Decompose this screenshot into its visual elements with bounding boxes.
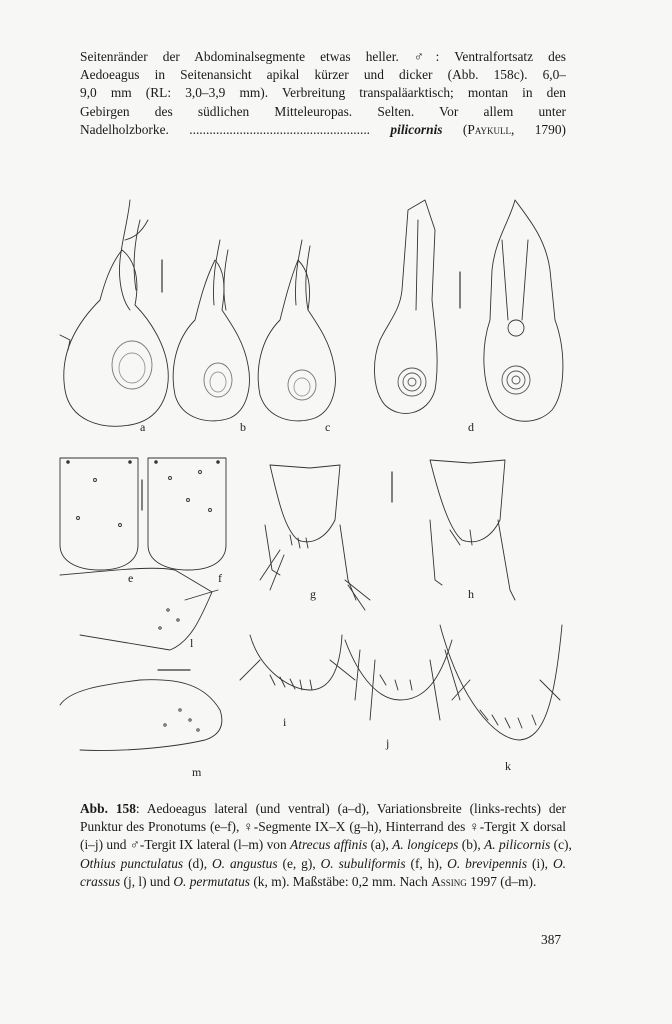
body-paragraph: [80, 48, 566, 139]
text-line: Gebirgen des südlichen Mitteleuropas. Selten. Vor allem unter: [80, 103, 566, 119]
caption-line: crassus (j, l) und O. permutatus (k, m). Maßstäbe: 0,2 mm. Nach Assing 1997 (d–m).: [80, 873, 537, 889]
text-line: Aedoeagus in Seitenansicht apikal kürzer und dicker (Abb. 158c). 6,0–: [80, 67, 566, 83]
drawing-e-pronotum: [60, 458, 138, 570]
drawing-c-aedoeagus: [258, 240, 335, 421]
text-line: Seitenränder der Abdominalsegmente etwas heller. ♂: Ventralfortsatz des: [80, 49, 566, 64]
drawing-j-tergit: [345, 640, 460, 720]
panel-label-g: g: [310, 587, 316, 601]
panel-label-d: d: [468, 420, 474, 434]
figure-caption: [80, 800, 572, 891]
panel-label-j: j: [386, 736, 390, 750]
panel-label-e: e: [128, 571, 134, 585]
drawing-m-tergit: [60, 680, 222, 751]
drawing-k-tergit: [440, 625, 562, 740]
panel-label-m: m: [192, 765, 202, 779]
drawing-f-pronotum: [148, 458, 226, 570]
caption-line: (i–j) und ♂-Tergit IX lateral (l–m) von Atrecus affinis (a), A. longiceps (b), A. pilicornis (c),: [80, 837, 572, 853]
text-line: Nadelholzborke. ...................................................... pilicornis (Paykull, 1790): [80, 121, 566, 137]
drawing-d-lateral: [375, 200, 438, 413]
text-line: 9,0 mm (RL: 3,0–3,9 mm). Verbreitung transpaläarktisch; montan in den: [80, 85, 566, 101]
panel-label-f: f: [218, 571, 222, 585]
drawing-l-tergit: [60, 568, 218, 650]
drawing-a-aedoeagus: [60, 200, 168, 426]
drawing-d-ventral: [484, 200, 563, 421]
drawing-h-segments: [430, 460, 515, 600]
author-name: Paykull: [467, 121, 511, 137]
drawing-b-aedoeagus: [173, 240, 249, 421]
species-name: pilicornis: [390, 121, 443, 137]
panel-label-b: b: [240, 420, 246, 434]
caption-line: Othius punctulatus (d), O. angustus (e, g), O. subuliformis (f, h), O. brevipennis (i), O.: [80, 855, 566, 871]
caption-line: Abb. 158: Aedoeagus lateral (und ventral) (a–d), Variationsbreite (links-rechts) der: [80, 801, 566, 816]
panel-label-k: k: [505, 759, 511, 773]
caption-line: Punktur des Pronotums (e–f), ♀-Segmente IX–X (g–h), Hinterrand des ♀-Tergit X dorsal: [80, 819, 566, 835]
figure-number: Abb. 158: [80, 801, 136, 816]
figure-158: [40, 180, 600, 780]
panel-label-h: h: [468, 587, 474, 601]
panel-label-i: i: [283, 715, 287, 729]
panel-label-l: l: [190, 636, 194, 650]
figure-drawings: [40, 180, 600, 780]
page-number: 387: [541, 932, 562, 947]
panel-label-a: a: [140, 420, 146, 434]
drawing-i-tergit: [240, 635, 355, 690]
panel-label-c: c: [325, 420, 331, 434]
